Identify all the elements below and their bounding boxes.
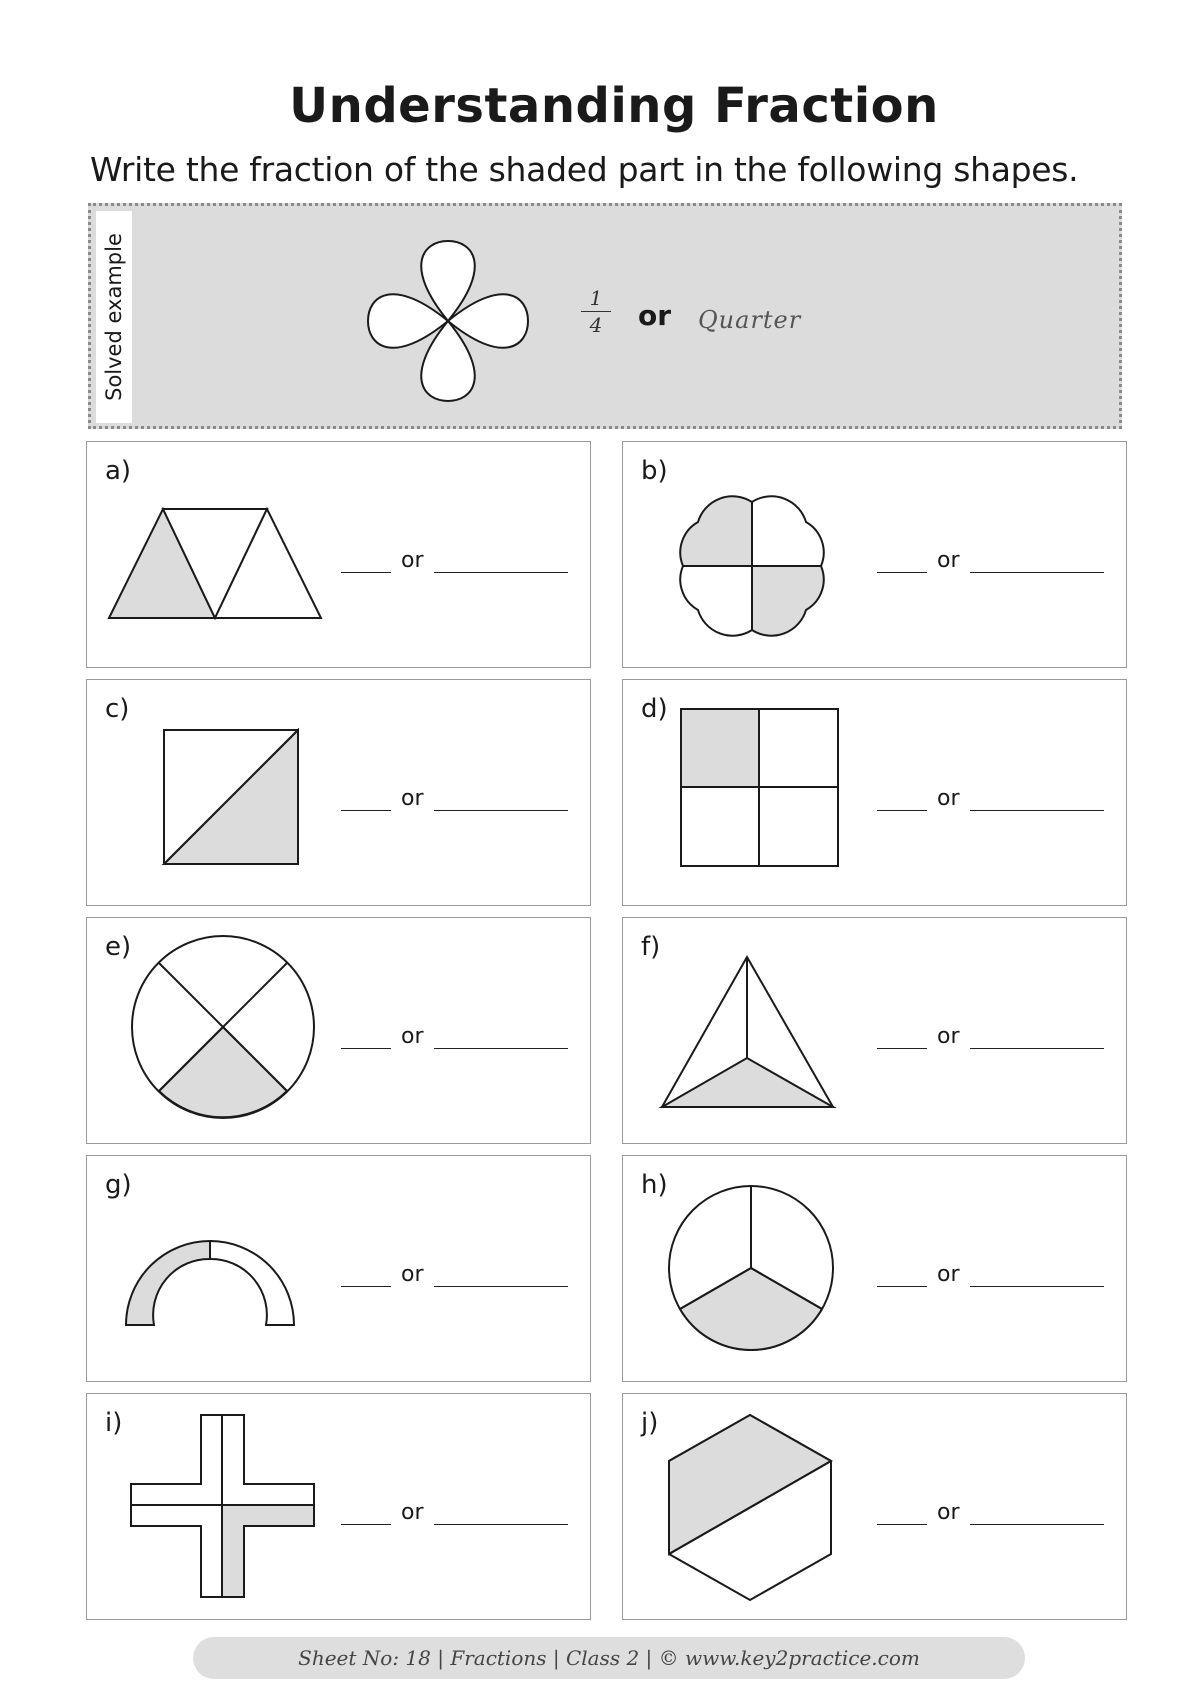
quarter-top-right xyxy=(752,496,824,566)
problem-label: h) xyxy=(641,1170,668,1200)
numerator-blank[interactable] xyxy=(341,562,391,573)
word-blank[interactable] xyxy=(434,800,568,811)
word-blank[interactable] xyxy=(434,1276,568,1287)
numerator-blank[interactable] xyxy=(877,1038,927,1049)
answer-lines xyxy=(341,1262,568,1287)
answer-lines xyxy=(877,548,1104,573)
answer-lines xyxy=(877,1024,1104,1049)
fraction-bar xyxy=(581,311,611,312)
answer-lines xyxy=(877,1500,1104,1525)
shaded-quarter xyxy=(681,709,759,787)
problem-h xyxy=(622,1155,1127,1382)
problem-label: f) xyxy=(641,932,661,962)
word-blank[interactable] xyxy=(970,1514,1104,1525)
problem-label: b) xyxy=(641,456,668,486)
numerator-blank[interactable] xyxy=(877,800,927,811)
numerator-blank[interactable] xyxy=(341,1276,391,1287)
shaded-quarter xyxy=(222,1505,314,1597)
problem-c xyxy=(86,679,591,906)
word-blank[interactable] xyxy=(970,1276,1104,1287)
quarter-bottom-left xyxy=(680,566,752,636)
problem-i xyxy=(86,1393,591,1620)
numerator-blank[interactable] xyxy=(877,562,927,573)
example-answer-word: Quarter xyxy=(698,306,802,334)
solved-example-panel xyxy=(88,203,1122,429)
problem-g xyxy=(86,1155,591,1382)
or-text: or xyxy=(401,548,424,573)
example-fraction xyxy=(581,288,611,335)
or-text: or xyxy=(937,1262,960,1287)
solved-example-label: Solved example xyxy=(102,233,126,401)
example-or: or xyxy=(638,299,672,332)
problem-label: a) xyxy=(105,456,132,486)
word-blank[interactable] xyxy=(434,1038,568,1049)
numerator-blank[interactable] xyxy=(341,1038,391,1049)
problem-label: d) xyxy=(641,694,668,724)
page-title: Understanding Fraction xyxy=(289,78,939,134)
or-text: or xyxy=(401,1262,424,1287)
solved-example-tab xyxy=(96,211,132,423)
word-blank[interactable] xyxy=(970,562,1104,573)
or-text: or xyxy=(937,548,960,573)
or-text: or xyxy=(937,1024,960,1049)
problem-label: j) xyxy=(641,1408,659,1438)
word-blank[interactable] xyxy=(434,562,568,573)
quarter-top-left xyxy=(680,496,752,566)
answer-lines xyxy=(341,1024,568,1049)
quarter-bottom-right xyxy=(752,566,824,636)
problem-label: e) xyxy=(105,932,132,962)
answer-lines xyxy=(341,1500,568,1525)
problem-a xyxy=(86,441,591,668)
or-text: or xyxy=(401,786,424,811)
fraction-numerator: 1 xyxy=(589,286,603,310)
white-right-half xyxy=(210,1241,294,1325)
fraction-denominator: 4 xyxy=(589,313,603,337)
problem-f xyxy=(622,917,1127,1144)
problem-j xyxy=(622,1393,1127,1620)
footer-bar: Sheet No: 18 | Fractions | Class 2 | © www.key2practice.com xyxy=(193,1637,1025,1679)
problem-label: c) xyxy=(105,694,130,724)
or-text: or xyxy=(401,1500,424,1525)
instructions: Write the fraction of the shaded part in the following shapes. xyxy=(90,150,1079,189)
answer-lines xyxy=(877,1262,1104,1287)
or-text: or xyxy=(937,786,960,811)
flower-example-shape xyxy=(363,236,533,406)
answer-lines xyxy=(877,786,1104,811)
or-text: or xyxy=(937,1500,960,1525)
problem-d xyxy=(622,679,1127,906)
shaded-left-half xyxy=(126,1241,210,1325)
problem-e xyxy=(86,917,591,1144)
word-blank[interactable] xyxy=(970,800,1104,811)
problem-label: i) xyxy=(105,1408,123,1438)
answer-lines xyxy=(341,548,568,573)
numerator-blank[interactable] xyxy=(877,1514,927,1525)
word-blank[interactable] xyxy=(434,1514,568,1525)
answer-lines xyxy=(341,786,568,811)
numerator-blank[interactable] xyxy=(341,1514,391,1525)
numerator-blank[interactable] xyxy=(341,800,391,811)
problem-b xyxy=(622,441,1127,668)
numerator-blank[interactable] xyxy=(877,1276,927,1287)
or-text: or xyxy=(401,1024,424,1049)
problem-label: g) xyxy=(105,1170,132,1200)
word-blank[interactable] xyxy=(970,1038,1104,1049)
